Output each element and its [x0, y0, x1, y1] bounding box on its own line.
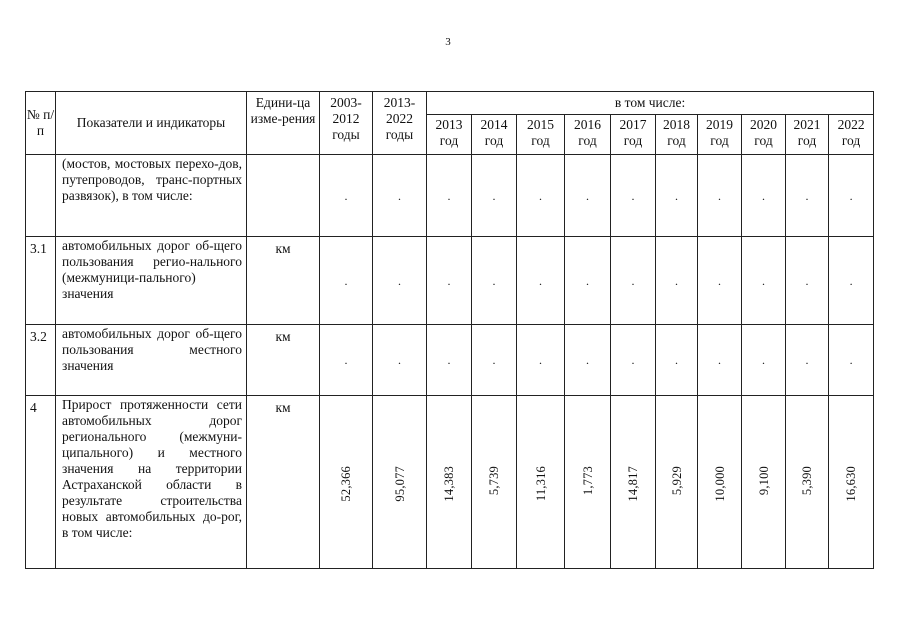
- header-year: 2016 год: [565, 115, 611, 155]
- value: 14,817: [626, 466, 640, 502]
- value: 16,630: [844, 466, 859, 502]
- value: 14,383: [442, 466, 456, 502]
- value: .: [447, 188, 451, 203]
- header-year: 2014 год: [472, 115, 517, 155]
- value-cell: [829, 155, 874, 237]
- value: .: [718, 353, 721, 367]
- value-cell: [565, 155, 611, 237]
- table-row: [26, 155, 874, 237]
- value: .: [675, 188, 678, 203]
- value: .: [762, 273, 765, 288]
- value-cell: [786, 325, 829, 396]
- value: .: [492, 353, 496, 367]
- row-indicator: автомобильных дорог об-щего пользования регио-нального (межмуници-пального) значения: [56, 237, 247, 325]
- value-cell: [373, 325, 427, 396]
- value: 1,773: [580, 466, 595, 496]
- value-cell: [698, 155, 742, 237]
- value-cell: [786, 396, 829, 569]
- header-year: 2015 год: [517, 115, 565, 155]
- table-row: [26, 396, 874, 569]
- row-number: 4: [26, 396, 56, 569]
- value-cell: [517, 155, 565, 237]
- value: .: [805, 273, 809, 288]
- value-cell: [829, 237, 874, 325]
- value: 5,390: [800, 466, 814, 496]
- value: 5,739: [487, 466, 501, 496]
- value: .: [762, 353, 765, 367]
- value-cell: [320, 396, 373, 569]
- header-year: 2021 год: [786, 115, 829, 155]
- value: 95,077: [392, 466, 407, 502]
- value-cell: [611, 237, 656, 325]
- value: .: [586, 353, 589, 367]
- value-cell: [698, 325, 742, 396]
- value: .: [805, 188, 809, 203]
- header-period-1: 2003-2012 годы: [320, 92, 373, 155]
- value-cell: [742, 155, 786, 237]
- value-cell: [565, 237, 611, 325]
- value: .: [539, 353, 542, 367]
- value-cell: [427, 325, 472, 396]
- value: .: [398, 273, 401, 288]
- value: .: [492, 188, 496, 203]
- value: .: [398, 353, 401, 367]
- value-cell: [565, 325, 611, 396]
- value-cell: [472, 325, 517, 396]
- value: .: [805, 353, 809, 367]
- value-cell: [565, 396, 611, 569]
- value: .: [762, 188, 765, 203]
- row-unit: км: [247, 396, 320, 569]
- value-cell: [829, 325, 874, 396]
- row-unit: [247, 155, 320, 237]
- value-cell: [373, 396, 427, 569]
- value: .: [849, 353, 853, 367]
- value: .: [492, 273, 496, 288]
- row-indicator: Прирост протяженности сети автомобильных дорог регионального (межмуни-ципального) и местного значения на территории Астраханской области в результате строительства новых автомобильных до-рог, в том числе:: [56, 396, 247, 569]
- value: .: [344, 353, 348, 367]
- row-number: 3.1: [26, 237, 56, 325]
- value: 5,929: [669, 466, 684, 496]
- value-cell: [472, 155, 517, 237]
- value: .: [398, 188, 401, 203]
- value-cell: [427, 237, 472, 325]
- value: .: [344, 273, 348, 288]
- value-cell: [742, 396, 786, 569]
- value-cell: [611, 155, 656, 237]
- value: .: [718, 188, 721, 203]
- value-cell: [829, 396, 874, 569]
- header-year: 2019 год: [698, 115, 742, 155]
- value-cell: [472, 237, 517, 325]
- value: .: [675, 353, 678, 367]
- value-cell: [786, 237, 829, 325]
- value-cell: [656, 325, 698, 396]
- value: 11,316: [533, 466, 548, 502]
- value: 10,000: [712, 466, 727, 502]
- value-cell: [320, 155, 373, 237]
- header-period-2: 2013-2022 годы: [373, 92, 427, 155]
- value: .: [344, 188, 348, 203]
- value-cell: [517, 237, 565, 325]
- value-cell: [427, 396, 472, 569]
- header-year: 2013 год: [427, 115, 472, 155]
- value: .: [539, 188, 542, 203]
- header-row-1: [26, 92, 874, 115]
- value-cell: [742, 325, 786, 396]
- value: .: [631, 353, 635, 367]
- row-indicator: (мостов, мостовых перехо-дов, путепроводов, транс-портных развязок), в том числе:: [56, 155, 247, 237]
- value-cell: [698, 237, 742, 325]
- header-year: 2018 год: [656, 115, 698, 155]
- value-cell: [373, 237, 427, 325]
- value-cell: [373, 155, 427, 237]
- header-including: в том числе:: [427, 92, 874, 115]
- value: .: [675, 273, 678, 288]
- value-cell: [472, 396, 517, 569]
- value-cell: [656, 396, 698, 569]
- value-cell: [611, 325, 656, 396]
- value: .: [447, 353, 451, 367]
- table-row: [26, 237, 874, 325]
- value-cell: [742, 237, 786, 325]
- header-indicator: Показатели и индикаторы: [56, 92, 247, 155]
- value: .: [849, 188, 853, 203]
- value-cell: [786, 155, 829, 237]
- value: .: [586, 188, 589, 203]
- page-number: 3: [445, 36, 451, 48]
- value-cell: [427, 155, 472, 237]
- value-cell: [517, 396, 565, 569]
- table-row: [26, 325, 874, 396]
- header-num: № п/п: [26, 92, 56, 155]
- value-cell: [517, 325, 565, 396]
- header-year: 2020 год: [742, 115, 786, 155]
- value-cell: [698, 396, 742, 569]
- row-indicator: автомобильных дорог об-щего пользования местного значения: [56, 325, 247, 396]
- value: 52,366: [339, 466, 353, 502]
- value: .: [539, 273, 542, 288]
- value: .: [718, 273, 721, 288]
- value: .: [447, 273, 451, 288]
- indicators-table: [25, 91, 874, 569]
- value: .: [631, 273, 635, 288]
- header-year: 2017 год: [611, 115, 656, 155]
- row-number: [26, 155, 56, 237]
- value-cell: [656, 155, 698, 237]
- value-cell: [320, 325, 373, 396]
- header-unit: Едини-ца изме-рения: [247, 92, 320, 155]
- header-year: 2022 год: [829, 115, 874, 155]
- value: 9,100: [756, 466, 771, 496]
- value: .: [849, 273, 853, 288]
- row-number: 3.2: [26, 325, 56, 396]
- value: .: [586, 273, 589, 288]
- value-cell: [656, 237, 698, 325]
- value-cell: [611, 396, 656, 569]
- row-unit: км: [247, 237, 320, 325]
- value-cell: [320, 237, 373, 325]
- row-unit: км: [247, 325, 320, 396]
- value: .: [631, 188, 635, 203]
